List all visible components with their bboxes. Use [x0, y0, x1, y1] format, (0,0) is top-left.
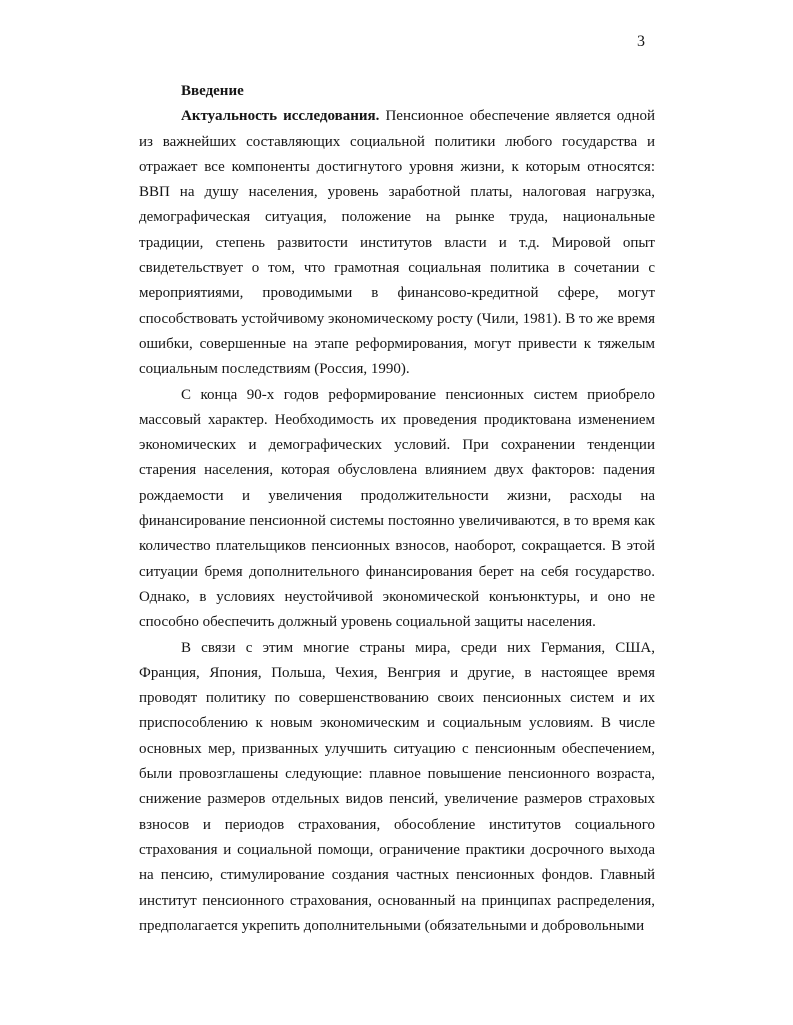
- paragraph-lead: Актуальность исследования.: [181, 108, 380, 125]
- paragraph-text: В связи с этим многие страны мира, среди них Германия, США, Франция, Япония, Польша, Чехия, Венгрия и другие, в настоящее время проводят политику по совершенствованию своих пенсионных систем и их приспособлению к новым экономическим и социальным условиям. В числе основных мер, призванных улучшить ситуацию с пенсионным обеспечением, были провозглашены следующие: плавное повышение пенсионного возраста, снижение размеров отдельных видов пенсий, увеличение размеров страховых взносов и периодов страхования, обособление институтов социального страхования и социальной помощи, ограничение практики досрочного выхода на пенсию, стимулирование создания частных пенсионных фондов. Главный институт пенсионного страхования, основанный на принципах распределения, предполагается укрепить дополнительными (обязательными и добровольными: [139, 639, 655, 934]
- page-number: 3: [637, 33, 645, 50]
- paragraph-text: С конца 90-х годов реформирование пенсионных систем приобрело массовый характер. Необходимость их проведения продиктована изменением экономических и демографических условий. При сохранении тенденции старения населения, которая обусловлена влиянием двух факторов: падения рождаемости и увеличения продолжительности жизни, расходы на финансирование пенсионной системы постоянно увеличиваются, в то время как количество плательщиков пенсионных взносов, наоборот, сокращается. В этой ситуации бремя дополнительного финансирования берет на себя государство. Однако, в условиях неустойчивой экономической конъюнктуры, и оно не способно обеспечить должный уровень социальной защиты населения.: [139, 386, 655, 631]
- section-heading: Введение: [181, 83, 244, 99]
- paragraph-relevance: [139, 104, 655, 382]
- paragraph-text: Пенсионное обеспечение является одной из важнейших составляющих социальной политики любого государства и отражает все компоненты достигнутого уровня жизни, к которым относятся: ВВП на душу населения, уровень заработной платы, налоговая нагрузка, демографическая ситуация, положение на рынке труда, национальные традиции, степень развитости институтов власти и т.д. Мировой опыт свидетельствует о том, что грамотная социальная политика в сочетании с мероприятиями, проводимыми в финансово-кредитной сфере, могут способствовать устойчивому экономическому росту (Чили, 1981). В то же время ошибки, совершенные на этапе реформирования, могут привести к тяжелым социальным последствиям (Россия, 1990).: [139, 108, 656, 378]
- document-body: [139, 79, 655, 939]
- paragraph-reforms: [139, 383, 655, 636]
- paragraph-countries: [139, 636, 655, 940]
